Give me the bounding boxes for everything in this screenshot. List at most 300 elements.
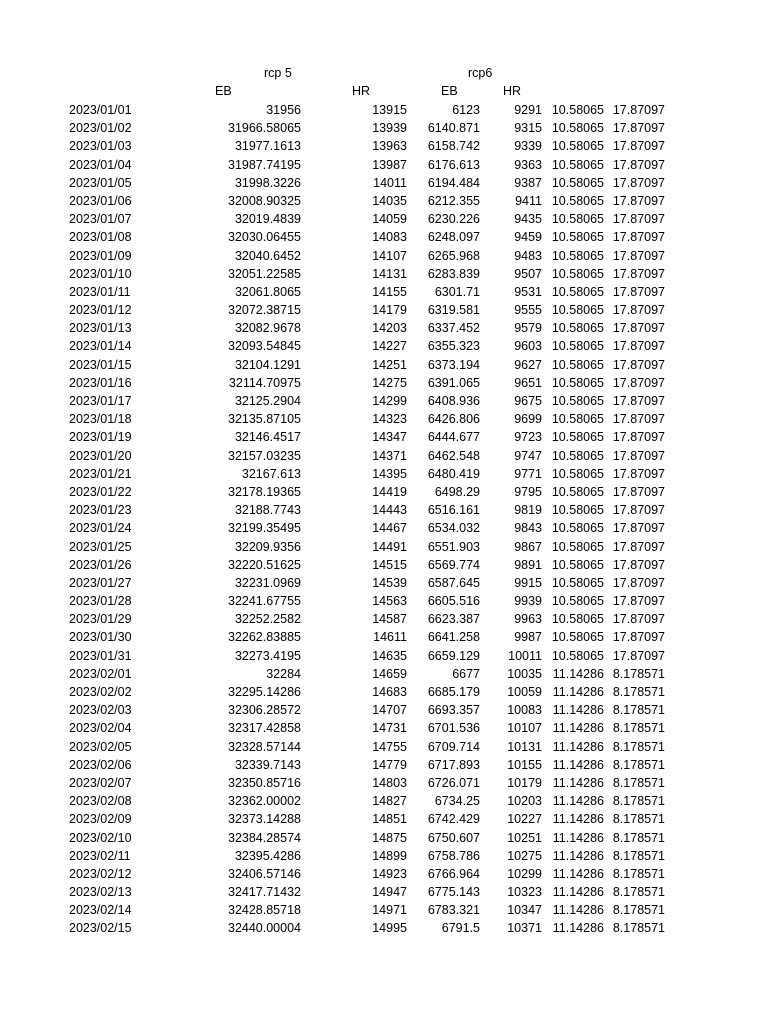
rcp6-eb-cell: 6791.5	[441, 921, 480, 936]
table-row	[0, 483, 768, 501]
table-row	[0, 592, 768, 610]
rcp5-hr-cell: 14755	[372, 739, 407, 754]
date-cell: 2023/02/09	[69, 812, 132, 827]
value-cell-a: 10.58065	[551, 630, 604, 645]
date-cell: 2023/01/20	[69, 448, 132, 463]
value-cell-a: 10.58065	[551, 539, 604, 554]
rcp5-hr-cell: 14731	[372, 721, 407, 736]
rcp6-hr-cell: 9891	[514, 557, 542, 572]
value-cell-b: 17.87097	[612, 157, 665, 172]
date-cell: 2023/01/14	[69, 339, 132, 354]
rcp6-eb-cell: 6194.484	[427, 175, 480, 190]
value-cell-b: 17.87097	[612, 212, 665, 227]
date-cell: 2023/01/23	[69, 503, 132, 518]
value-cell-b: 17.87097	[612, 103, 665, 117]
date-cell: 2023/01/02	[69, 121, 132, 136]
table-row	[0, 119, 768, 137]
date-cell: 2023/01/25	[69, 539, 132, 554]
value-cell-a: 10.58065	[551, 357, 604, 372]
rcp6-hr-cell: 10035	[507, 666, 542, 681]
table-row	[0, 428, 768, 446]
rcp6-hr-cell: 10131	[507, 739, 542, 754]
value-cell-a: 11.14286	[552, 739, 604, 754]
rcp5-hr-cell: 14707	[372, 703, 407, 718]
date-cell: 2023/01/01	[69, 103, 132, 117]
column-header-eb-2: EB	[441, 84, 458, 98]
rcp5-eb-cell: 32231.0969	[234, 575, 301, 590]
rcp6-eb-cell: 6783.321	[427, 903, 480, 918]
rcp6-eb-cell: 6569.774	[427, 557, 480, 572]
rcp6-eb-cell: 6685.179	[427, 685, 480, 699]
date-cell: 2023/01/10	[69, 266, 132, 281]
value-cell-a: 11.14286	[552, 775, 604, 790]
value-cell-b: 8.178571	[612, 666, 665, 681]
rcp5-hr-cell: 14203	[372, 321, 407, 336]
rcp6-eb-cell: 6677	[452, 666, 480, 681]
rcp5-hr-cell: 14851	[372, 812, 407, 827]
table-row	[0, 392, 768, 410]
value-cell-a: 10.58065	[551, 212, 604, 227]
value-cell-b: 17.87097	[612, 284, 665, 299]
table-row	[0, 810, 768, 828]
rcp5-hr-cell: 14827	[372, 794, 407, 809]
table-row	[0, 738, 768, 756]
value-cell-b: 17.87097	[612, 248, 665, 263]
rcp6-eb-cell: 6693.357	[427, 703, 480, 718]
value-cell-a: 10.58065	[551, 575, 604, 590]
rcp5-eb-cell: 31966.58065	[228, 121, 301, 136]
date-cell: 2023/02/02	[69, 685, 132, 699]
value-cell-a: 10.58065	[551, 448, 604, 463]
rcp5-eb-cell: 32317.42858	[228, 721, 301, 736]
table-row	[0, 247, 768, 265]
table-row	[0, 883, 768, 901]
value-cell-a: 10.58065	[551, 339, 604, 354]
date-cell: 2023/01/04	[69, 157, 132, 172]
value-cell-b: 17.87097	[612, 321, 665, 336]
rcp6-eb-cell: 6462.548	[427, 448, 480, 463]
rcp5-hr-cell: 14659	[372, 666, 407, 681]
value-cell-a: 10.58065	[551, 103, 604, 117]
rcp6-hr-cell: 9363	[514, 157, 542, 172]
rcp6-hr-cell: 9963	[514, 612, 542, 627]
rcp6-eb-cell: 6750.607	[427, 830, 480, 845]
rcp6-hr-cell: 9915	[514, 575, 542, 590]
value-cell-b: 17.87097	[612, 630, 665, 645]
rcp5-eb-cell: 32417.71432	[228, 885, 301, 900]
table-row	[0, 647, 768, 665]
rcp6-hr-cell: 10371	[507, 921, 542, 936]
rcp6-eb-cell: 6717.893	[427, 757, 480, 772]
rcp5-eb-cell: 32157.03235	[228, 448, 301, 463]
rcp6-hr-cell: 9603	[514, 339, 542, 354]
value-cell-a: 11.14286	[552, 830, 604, 845]
date-cell: 2023/01/22	[69, 484, 132, 499]
value-cell-b: 17.87097	[612, 139, 665, 154]
column-header-hr-1: HR	[352, 84, 371, 98]
rcp6-eb-cell: 6701.536	[427, 721, 480, 736]
value-cell-a: 10.58065	[551, 612, 604, 627]
rcp6-eb-cell: 6659.129	[427, 648, 480, 663]
table-row	[0, 719, 768, 737]
date-cell: 2023/02/13	[69, 885, 132, 900]
rcp6-eb-cell: 6534.032	[427, 521, 480, 536]
rcp5-hr-cell: 14011	[373, 175, 407, 190]
rcp6-hr-cell: 9339	[514, 139, 542, 154]
rcp6-eb-cell: 6391.065	[427, 375, 480, 390]
value-cell-a: 11.14286	[552, 757, 604, 772]
rcp5-hr-cell: 14779	[372, 757, 407, 772]
value-cell-b: 8.178571	[612, 848, 665, 863]
value-cell-b: 17.87097	[612, 412, 665, 427]
date-cell: 2023/01/12	[69, 303, 132, 318]
table-row	[0, 610, 768, 628]
date-cell: 2023/01/27	[69, 575, 132, 590]
rcp5-hr-cell: 14923	[372, 866, 407, 881]
rcp5-hr-cell: 14683	[372, 685, 407, 699]
date-cell: 2023/02/01	[69, 666, 132, 681]
rcp5-eb-cell: 32135.87105	[228, 412, 301, 427]
rcp5-eb-cell: 32188.7743	[234, 503, 301, 518]
rcp5-hr-cell: 14107	[372, 248, 407, 263]
value-cell-a: 11.14286	[552, 812, 604, 827]
rcp6-eb-cell: 6726.071	[427, 775, 480, 790]
value-cell-a: 11.14286	[552, 685, 604, 699]
rcp5-eb-cell: 32125.2904	[234, 394, 301, 408]
rcp6-hr-cell: 9315	[514, 121, 542, 136]
rcp5-eb-cell: 31956	[266, 103, 301, 117]
rcp5-hr-cell: 14059	[372, 212, 407, 227]
rcp5-hr-cell: 13963	[372, 139, 407, 154]
table-row	[0, 101, 768, 119]
rcp5-eb-cell: 32362.00002	[228, 794, 301, 809]
group-header-rcp5: rcp 5	[264, 66, 292, 80]
date-cell: 2023/01/31	[69, 648, 132, 663]
date-cell: 2023/02/08	[69, 794, 132, 809]
date-cell: 2023/01/15	[69, 357, 132, 372]
table-row	[0, 319, 768, 337]
date-cell: 2023/02/07	[69, 775, 132, 790]
value-cell-b: 8.178571	[612, 739, 665, 754]
table-row	[0, 501, 768, 519]
rcp5-hr-cell: 14995	[372, 921, 407, 936]
table-row	[0, 901, 768, 919]
rcp6-eb-cell: 6301.71	[434, 284, 480, 299]
rcp5-eb-cell: 32114.70975	[228, 375, 301, 390]
rcp6-hr-cell: 9435	[514, 212, 542, 227]
value-cell-b: 8.178571	[612, 721, 665, 736]
rcp6-eb-cell: 6775.143	[427, 885, 480, 900]
value-cell-b: 17.87097	[612, 193, 665, 208]
rcp6-eb-cell: 6319.581	[427, 303, 480, 318]
rcp5-eb-cell: 32061.8065	[234, 284, 301, 299]
rcp5-hr-cell: 13987	[372, 157, 407, 172]
rcp5-hr-cell: 14323	[372, 412, 407, 427]
value-cell-a: 10.58065	[551, 175, 604, 190]
rcp5-eb-cell: 32082.9678	[234, 321, 301, 336]
rcp5-eb-cell: 32209.9356	[234, 539, 301, 554]
date-cell: 2023/01/26	[69, 557, 132, 572]
value-cell-b: 17.87097	[612, 466, 665, 481]
value-cell-b: 17.87097	[612, 448, 665, 463]
rcp5-hr-cell: 14563	[372, 594, 407, 609]
rcp6-hr-cell: 10107	[507, 721, 542, 736]
value-cell-b: 17.87097	[612, 339, 665, 354]
rcp5-hr-cell: 14947	[372, 885, 407, 900]
rcp6-eb-cell: 6265.968	[427, 248, 480, 263]
value-cell-b: 8.178571	[612, 703, 665, 718]
date-cell: 2023/01/07	[69, 212, 132, 227]
date-cell: 2023/01/03	[69, 139, 132, 154]
date-cell: 2023/02/11	[69, 848, 131, 863]
value-cell-b: 17.87097	[612, 521, 665, 536]
rcp6-eb-cell: 6444.677	[427, 430, 480, 445]
rcp5-hr-cell: 14515	[372, 557, 407, 572]
date-cell: 2023/01/18	[69, 412, 132, 427]
rcp6-eb-cell: 6742.429	[427, 812, 480, 827]
rcp5-eb-cell: 32146.4517	[234, 430, 301, 445]
table-row	[0, 847, 768, 865]
value-cell-a: 10.58065	[551, 503, 604, 518]
rcp5-eb-cell: 32306.28572	[228, 703, 301, 718]
value-cell-a: 11.14286	[552, 794, 604, 809]
value-cell-b: 8.178571	[612, 685, 665, 699]
table-row	[0, 465, 768, 483]
value-cell-b: 8.178571	[612, 866, 665, 881]
rcp6-hr-cell: 9699	[514, 412, 542, 427]
rcp6-hr-cell: 9747	[514, 448, 542, 463]
rcp6-hr-cell: 9627	[514, 357, 542, 372]
value-cell-a: 11.14286	[552, 666, 604, 681]
table-row	[0, 410, 768, 428]
date-cell: 2023/02/10	[69, 830, 132, 845]
value-cell-b: 17.87097	[612, 503, 665, 518]
date-cell: 2023/02/03	[69, 703, 132, 718]
date-cell: 2023/02/14	[69, 903, 132, 918]
value-cell-a: 10.58065	[551, 139, 604, 154]
rcp6-eb-cell: 6176.613	[427, 157, 480, 172]
value-cell-a: 10.58065	[551, 157, 604, 172]
rcp6-hr-cell: 9723	[514, 430, 542, 445]
table-row	[0, 447, 768, 465]
rcp6-hr-cell: 9771	[514, 466, 542, 481]
value-cell-a: 11.14286	[552, 703, 604, 718]
rcp6-eb-cell: 6355.323	[427, 339, 480, 354]
rcp6-hr-cell: 10299	[507, 866, 542, 881]
date-cell: 2023/01/24	[69, 521, 132, 536]
rcp6-hr-cell: 10203	[507, 794, 542, 809]
rcp5-eb-cell: 32373.14288	[228, 812, 301, 827]
value-cell-b: 17.87097	[612, 557, 665, 572]
rcp6-eb-cell: 6248.097	[427, 230, 480, 245]
value-cell-a: 10.58065	[551, 121, 604, 136]
rcp6-eb-cell: 6230.226	[427, 212, 480, 227]
value-cell-a: 10.58065	[551, 284, 604, 299]
rcp5-eb-cell: 31998.3226	[234, 175, 301, 190]
date-cell: 2023/01/16	[69, 375, 132, 390]
rcp5-hr-cell: 14587	[372, 612, 407, 627]
rcp6-hr-cell: 10083	[507, 703, 542, 718]
rcp6-hr-cell: 9555	[514, 303, 542, 318]
rcp6-hr-cell: 9795	[514, 484, 542, 499]
date-cell: 2023/02/15	[69, 921, 132, 936]
rcp5-eb-cell: 32220.51625	[228, 557, 301, 572]
date-cell: 2023/02/06	[69, 757, 132, 772]
rcp5-hr-cell: 14395	[372, 466, 407, 481]
rcp5-hr-cell: 14347	[372, 430, 407, 445]
rcp6-hr-cell: 10251	[507, 830, 542, 845]
table-row	[0, 628, 768, 646]
table-row	[0, 265, 768, 283]
table-row	[0, 374, 768, 392]
rcp6-eb-cell: 6709.714	[427, 739, 480, 754]
date-cell: 2023/01/30	[69, 630, 132, 645]
value-cell-b: 17.87097	[612, 612, 665, 627]
column-header-eb-1: EB	[215, 84, 232, 98]
table-row	[0, 919, 768, 937]
rcp6-eb-cell: 6480.419	[427, 466, 480, 481]
rcp5-eb-cell: 32019.4839	[234, 212, 301, 227]
value-cell-a: 10.58065	[551, 303, 604, 318]
date-cell: 2023/02/05	[69, 739, 132, 754]
rcp5-eb-cell: 32440.00004	[228, 921, 301, 936]
value-cell-a: 10.58065	[551, 521, 604, 536]
rcp6-eb-cell: 6623.387	[427, 612, 480, 627]
table-row	[0, 283, 768, 301]
rcp6-hr-cell: 9939	[514, 594, 542, 609]
rcp6-hr-cell: 10155	[507, 757, 542, 772]
table-row	[0, 538, 768, 556]
value-cell-b: 17.87097	[612, 594, 665, 609]
table-row	[0, 228, 768, 246]
date-cell: 2023/01/28	[69, 594, 132, 609]
rcp5-eb-cell: 31977.1613	[234, 139, 301, 154]
rcp6-eb-cell: 6337.452	[427, 321, 480, 336]
table-row	[0, 519, 768, 537]
value-cell-b: 17.87097	[612, 539, 665, 554]
date-cell: 2023/01/06	[69, 193, 132, 208]
rcp5-eb-cell: 32284	[266, 666, 301, 681]
value-cell-b: 8.178571	[612, 885, 665, 900]
table-row	[0, 356, 768, 374]
rcp5-eb-cell: 32384.28574	[228, 830, 301, 845]
date-cell: 2023/01/17	[69, 394, 132, 408]
rcp5-eb-cell: 32199.35495	[228, 521, 301, 536]
table-row	[0, 574, 768, 592]
table-row	[0, 192, 768, 210]
rcp5-hr-cell: 14275	[372, 375, 407, 390]
rcp6-eb-cell: 6766.964	[427, 866, 480, 881]
rcp5-hr-cell: 14467	[372, 521, 407, 536]
rcp5-eb-cell: 32051.22585	[228, 266, 301, 281]
rcp5-eb-cell: 32295.14286	[228, 685, 301, 699]
rcp5-hr-cell: 14971	[372, 903, 407, 918]
rcp6-hr-cell: 9291	[514, 103, 542, 117]
rcp6-hr-cell: 9987	[514, 630, 542, 645]
value-cell-a: 10.58065	[551, 412, 604, 427]
value-cell-b: 17.87097	[612, 230, 665, 245]
rcp5-hr-cell: 14299	[372, 394, 407, 408]
value-cell-b: 17.87097	[612, 266, 665, 281]
rcp5-eb-cell: 31987.74195	[228, 157, 301, 172]
rcp5-eb-cell: 32030.06455	[228, 230, 301, 245]
rcp6-eb-cell: 6123	[452, 103, 480, 117]
rcp6-hr-cell: 9819	[514, 503, 542, 518]
table-row	[0, 829, 768, 847]
value-cell-a: 10.58065	[551, 321, 604, 336]
value-cell-a: 11.14286	[552, 848, 604, 863]
rcp5-eb-cell: 32178.19365	[228, 484, 301, 499]
date-cell: 2023/01/19	[69, 430, 132, 445]
value-cell-b: 8.178571	[612, 812, 665, 827]
date-cell: 2023/01/08	[69, 230, 132, 245]
table-row	[0, 137, 768, 155]
rcp5-hr-cell: 14611	[373, 630, 407, 645]
rcp5-hr-cell: 14875	[372, 830, 407, 845]
rcp6-hr-cell: 10275	[507, 848, 542, 863]
value-cell-b: 17.87097	[612, 357, 665, 372]
rcp5-eb-cell: 32241.67755	[228, 594, 301, 609]
value-cell-a: 10.58065	[551, 375, 604, 390]
rcp6-hr-cell: 10059	[507, 685, 542, 699]
rcp6-eb-cell: 6498.29	[434, 484, 480, 499]
value-cell-a: 10.58065	[551, 193, 604, 208]
value-cell-b: 8.178571	[612, 921, 665, 936]
value-cell-a: 10.58065	[551, 248, 604, 263]
rcp6-hr-cell: 9483	[514, 248, 542, 263]
rcp6-hr-cell: 9651	[514, 375, 542, 390]
rcp6-eb-cell: 6605.516	[427, 594, 480, 609]
value-cell-b: 17.87097	[612, 430, 665, 445]
column-header-hr-2: HR	[503, 84, 522, 98]
rcp5-hr-cell: 14635	[372, 648, 407, 663]
rcp5-eb-cell: 32428.85718	[228, 903, 301, 918]
rcp6-hr-cell: 10323	[507, 885, 542, 900]
rcp6-hr-cell: 10011	[508, 648, 542, 663]
rcp6-hr-cell: 10179	[507, 775, 542, 790]
table-row	[0, 774, 768, 792]
table-row	[0, 792, 768, 810]
date-cell: 2023/01/09	[69, 248, 132, 263]
table-row	[0, 701, 768, 719]
rcp6-eb-cell: 6516.161	[427, 503, 480, 518]
rcp5-hr-cell: 14251	[372, 357, 407, 372]
date-cell: 2023/02/04	[69, 721, 132, 736]
table-row	[0, 210, 768, 228]
value-cell-a: 11.14286	[552, 866, 604, 881]
rcp6-eb-cell: 6426.806	[427, 412, 480, 427]
rcp5-hr-cell: 14371	[372, 448, 407, 463]
rcp5-hr-cell: 14491	[372, 539, 407, 554]
rcp5-hr-cell: 13915	[372, 103, 407, 117]
value-cell-a: 10.58065	[551, 484, 604, 499]
table-row	[0, 174, 768, 192]
value-cell-a: 11.14286	[552, 721, 604, 736]
rcp6-hr-cell: 10227	[507, 812, 542, 827]
rcp5-eb-cell: 32167.613	[241, 466, 301, 481]
rcp5-eb-cell: 32328.57144	[228, 739, 301, 754]
rcp5-hr-cell: 14803	[372, 775, 407, 790]
rcp6-hr-cell: 9579	[514, 321, 542, 336]
rcp5-eb-cell: 32406.57146	[228, 866, 301, 881]
value-cell-b: 8.178571	[612, 757, 665, 772]
value-cell-a: 10.58065	[551, 230, 604, 245]
table-row	[0, 337, 768, 355]
rcp6-eb-cell: 6158.742	[427, 139, 480, 154]
value-cell-b: 17.87097	[612, 121, 665, 136]
rcp5-hr-cell: 14227	[372, 339, 407, 354]
rcp5-eb-cell: 32008.90325	[228, 193, 301, 208]
